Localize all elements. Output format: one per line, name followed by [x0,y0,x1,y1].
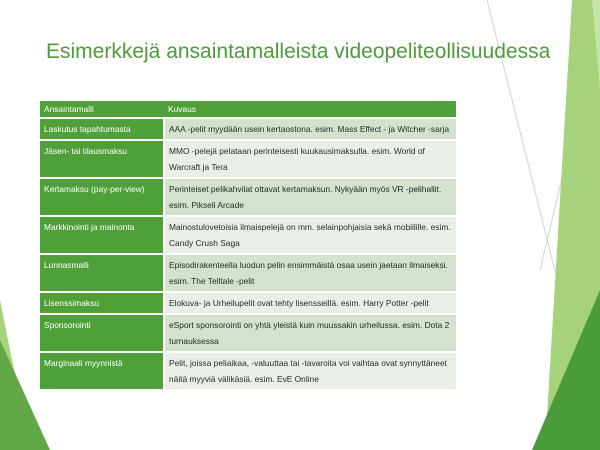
model-cell: Markkinointi ja mainonta [40,216,164,254]
model-cell: Sponsorointi [40,314,164,352]
model-cell: Marginaali myynnistä [40,352,164,390]
table-row [40,254,456,292]
model-cell: Jäsen- tai tilausmaksu [40,140,164,178]
description-cell: Pelit, joissa peliaikaa, -valuuttaa tai -tavaroita voi vaihtaa ovat synnyttäneet näitä myyviä välikäsiä. esim. EvE Online [164,352,456,390]
table-row [40,314,456,352]
table-row [40,292,456,314]
description-cell: AAA -pelit myydään usein kertaostona. esim. Mass Effect - ja Witcher -sarja [164,118,456,140]
description-cell: eSport sponsorointi on yhtä yleistä kuin muussakin urheilussa. esim. Dota 2 turnauksessa [164,314,456,352]
table-row [40,216,456,254]
model-cell: Kertamaksu (pay-per-view) [40,178,164,216]
model-cell: Lisenssimaksu [40,292,164,314]
model-cell: Laskutus tapahtumasta [40,118,164,140]
description-cell: Perinteiset pelikahvilat ottavat kertamaksun. Nykyään myös VR -pelihallit. esim. Pikseli Arcade [164,178,456,216]
table-row [40,352,456,390]
table-row [40,140,456,178]
table-row [40,118,456,140]
header-model: Ansaintamalli [40,101,164,118]
description-cell: MMO -pelejä pelataan perinteisesti kuukausimaksulla. esim. World of Warcraft ja Tera [164,140,456,178]
header-description: Kuvaus [164,101,456,118]
description-cell: Mainostulovetoisia ilmaispelejä on mm. selainpohjaisia sekä mobiilille. esim. Candy Crush Saga [164,216,456,254]
table-row [40,178,456,216]
description-cell: Episodirakenteella luodun pelin ensimmäistä osaa usein jaetaan ilmaiseksi. esim. The Telltale -pelit [164,254,456,292]
model-cell: Lunnasmalli [40,254,164,292]
table-header-row [40,101,456,118]
revenue-models-table [40,101,456,391]
description-cell: Elokuva- ja Urheilupelit ovat tehty lisensseillä. esim. Harry Potter -pelit [164,292,456,314]
slide-title: Esimerkkejä ansaintamalleista videopeliteollisuudessa [46,40,551,63]
